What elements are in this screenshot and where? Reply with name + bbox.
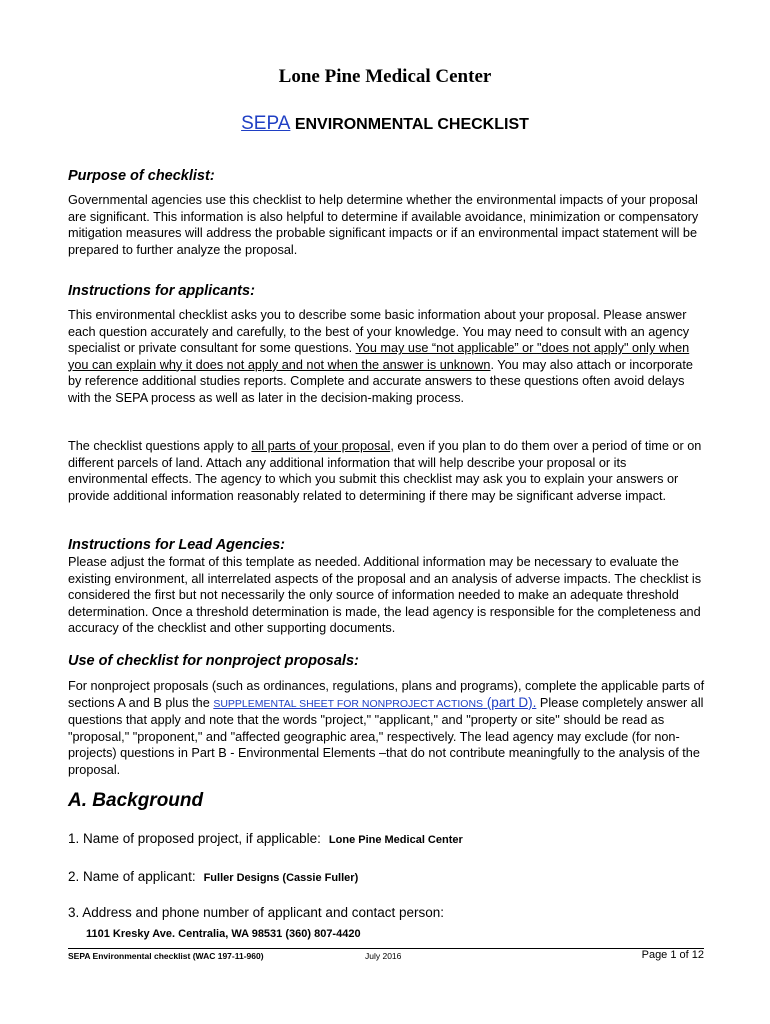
- sepa-link[interactable]: SEPA: [241, 113, 291, 134]
- nonproject-text: [68, 678, 708, 779]
- applicants-p1-text-b: . You may also attach or incorporate by reference additional studies reports. Complete and accurate answers to these questions often avoid delays with the SEPA process as well as later in the decision-making process.: [68, 357, 693, 405]
- question-2-answer[interactable]: Fuller Designs (Cassie Fuller): [203, 872, 359, 884]
- lead-agencies-heading: Instructions for Lead Agencies:: [68, 537, 285, 553]
- applicants-heading: Instructions for applicants:: [68, 283, 255, 299]
- question-1: [68, 831, 463, 846]
- page-footer: [68, 948, 704, 965]
- subtitle-text: ENVIRONMENTAL CHECKLIST: [290, 116, 529, 133]
- question-3: [68, 905, 444, 920]
- footer-date: July 2016: [365, 951, 402, 961]
- applicants-p2-underlined: all parts of your proposal: [251, 439, 391, 453]
- question-1-answer[interactable]: Lone Pine Medical Center: [328, 834, 463, 846]
- question-3-label: 3. Address and phone number of applicant and contact person:: [68, 905, 445, 920]
- nonproject-text-b: Please completely answer all questions that apply and note that the words "project," "applicant," and "property or site" should be read as "proposal," "proponent," and "affected geographic area," respectively. The lead agency may exclude (for non-projects) questions in Part B - Environmental Elements –that do not contribute meaningfully to the analysis of the proposal.: [68, 695, 704, 777]
- nonproject-heading: Use of checklist for nonproject proposals:: [68, 653, 359, 669]
- nonproject-text-a: For nonproject proposals (such as ordinances, regulations, plans and programs), complete the applicable parts of sections A and B plus the: [68, 679, 705, 710]
- footer-page-number: Page 1 of 12: [641, 949, 704, 961]
- supplemental-sheet-link[interactable]: SUPPLEMENTAL SHEET FOR NONPROJECT ACTIONS: [213, 697, 484, 710]
- applicants-paragraph-1: [68, 307, 708, 407]
- question-1-label: 1. Name of proposed project, if applicable:: [68, 831, 321, 846]
- purpose-heading: Purpose of checklist:: [68, 168, 215, 184]
- applicants-paragraph-2: [68, 438, 708, 504]
- footer-document-name: SEPA Environmental checklist (WAC 197-11-960): [68, 951, 264, 961]
- applicants-p2-text-b: , even if you plan to do them over a period of time or on different parcels of land. Attach any additional information that will help describe your proposal or its environmental effects. The agency to which you submit this checklist may ask you to explain your answers or provide additional information reasonably related to determining if there may be significant adverse impact.: [68, 439, 702, 503]
- applicants-p2-text-a: The checklist questions apply to: [68, 439, 252, 453]
- question-2-label: 2. Name of applicant:: [68, 869, 196, 884]
- applicants-p1-underlined: You may use “not applicable” or "does not apply" only when you can explain why it does not apply and not when the answer is unknown: [68, 341, 690, 372]
- section-a-heading: A. Background: [68, 790, 204, 811]
- question-2: [68, 869, 358, 884]
- applicants-p1-text-a: This environmental checklist asks you to describe some basic information about your proposal. Please answer each question accurately and carefully, to the best of your knowledge. You may need to consult with an agency specialist or private consultant for some questions.: [68, 308, 690, 356]
- page-title: Lone Pine Medical Center: [278, 66, 492, 87]
- question-3-answer[interactable]: 1101 Kresky Ave. Centralia, WA 98531 (360) 807-4420: [86, 928, 361, 940]
- checklist-subtitle: [0, 113, 770, 135]
- lead-agencies-text: Please adjust the format of this template as needed. Additional information may be necessary to evaluate the existing environment, all interrelated aspects of the proposal and an analysis of adverse impacts. The checklist is considered the first but not necessarily the only source of information needed to make an adequate threshold determination. Once a threshold determination is made, the lead agency is responsible for the completeness and accuracy of the checklist and other supporting documents.: [68, 555, 702, 636]
- part-d-link[interactable]: (part D).: [483, 694, 537, 710]
- purpose-text: Governmental agencies use this checklist to help determine whether the environmental impacts of your proposal are significant. This information is also helpful to determine if available avoidance, minimization or compensatory mitigation measures will address the probable significant impacts or if an environmental impact statement will be prepared to further analyze the proposal.: [68, 193, 699, 257]
